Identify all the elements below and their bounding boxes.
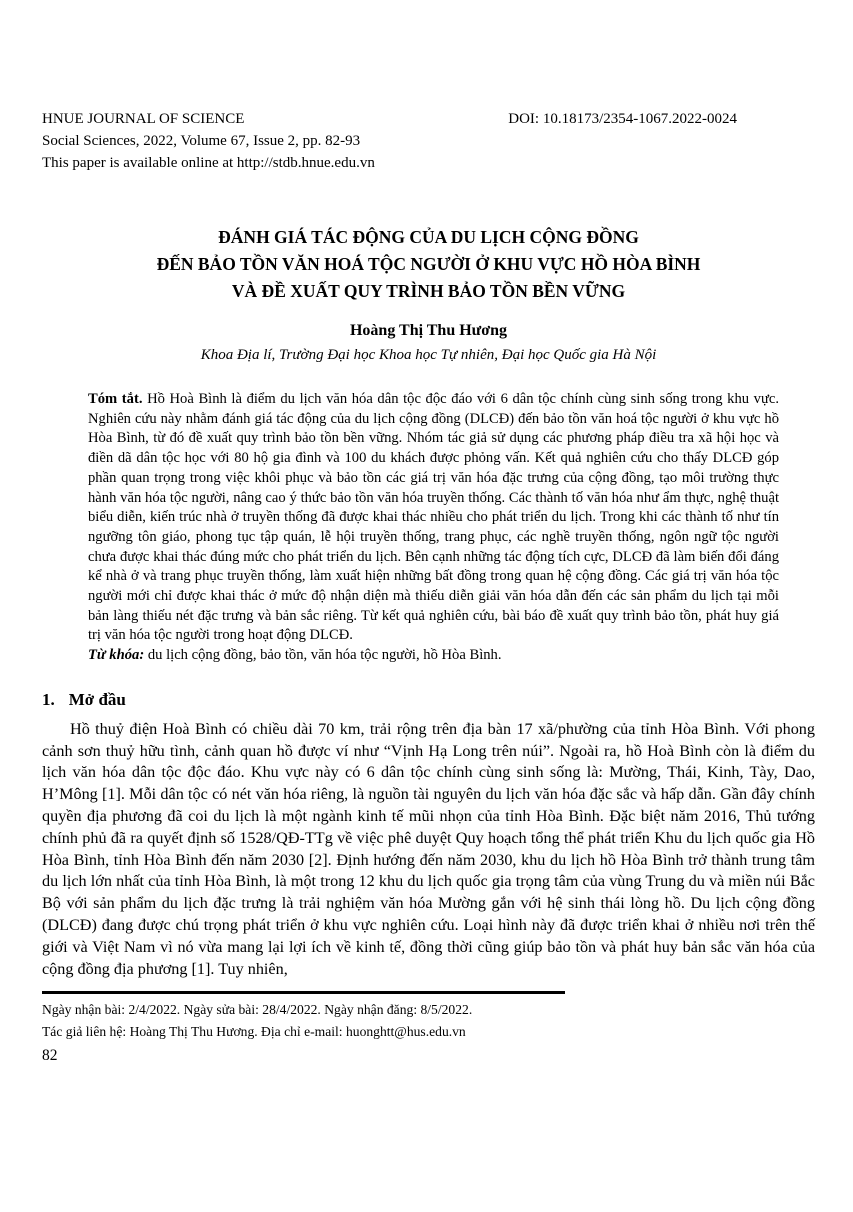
page-number: 82: [42, 1047, 58, 1065]
journal-issue-line: Social Sciences, 2022, Volume 67, Issue 2, pp. 82-93: [42, 133, 361, 149]
footnote-block: [42, 991, 815, 1042]
section-1-number: 1.: [42, 689, 55, 709]
paper-title-line-1: ĐÁNH GIÁ TÁC ĐỘNG CỦA DU LỊCH CỘNG ĐỒNG: [218, 227, 639, 247]
footnote-dates: Ngày nhận bài: 2/4/2022. Ngày sửa bài: 28/4/2022. Ngày nhận đăng: 8/5/2022.: [42, 1002, 473, 1018]
section-1-title: Mở đầu: [68, 689, 126, 709]
journal-name: HNUE JOURNAL OF SCIENCE: [42, 111, 245, 127]
paper-title-line-3: VÀ ĐỀ XUẤT QUY TRÌNH BẢO TỒN BỀN VỮNG: [231, 281, 626, 301]
author-name: Hoàng Thị Thu Hương: [349, 322, 508, 339]
footnote-divider: [42, 991, 565, 994]
author-affiliation: Khoa Địa lí, Trường Đại học Khoa học Tự nhiên, Đại học Quốc gia Hà Nội: [200, 347, 657, 363]
keywords-text: du lịch cộng đồng, bảo tồn, văn hóa tộc người, hồ Hòa Bình.: [147, 647, 502, 664]
intro-paragraph: Hồ thuỷ điện Hoà Bình có chiều dài 70 km, trải rộng trên địa bàn 17 xã/phường của tỉnh Hòa Bình. Với phong cảnh sơn thuỷ hữu tình, cảnh quan hồ được ví như “Vịnh Hạ Long trên núi”. Ngoài ra, hồ Hoà Bình còn là điểm du lịch văn hóa dân tộc độc đáo. Khu vực này có 6 dân tộc chính cùng sinh sống là: Mường, Thái, Kinh, Tày, Dao, H’Mông [1]. Mỗi dân tộc có nét văn hóa riêng, là nguồn tài nguyên du lịch văn hóa đặc sắc và hấp dẫn. Gần đây chính quyền địa phương đã coi du lịch là một ngành kinh tế mũi nhọn của tỉnh Hòa Bình. Đặc biệt năm 2016, Thủ tướng chính phủ đã ra quyết định số 1528/QĐ-TTg về việc phê duyệt Quy hoạch tổng thể phát triển Khu du lịch quốc gia Hồ Hòa Bình, tỉnh Hòa Bình đến năm 2030 [2]. Định hướng đến năm 2030, khu du lịch hồ Hòa Bình trở thành trung tâm du lịch lớn nhất của tỉnh Hòa Bình, là một trong 12 khu du lịch quốc gia trọng tâm của vùng Trung du và miền núi Bắc Bộ với sản phẩm du lịch đặc trưng là trải nghiệm văn hóa Mường gắn với hệ sinh thái lòng hồ. Du lịch cộng đồng (DLCĐ) đang được chú trọng phát triển ở khu vực nghiên cứu. Loại hình này đã được triển khai ở nhiều nơi trên thế giới và Việt Nam vì nó vừa mang lại lợi ích về kinh tế, đồng thời cũng giúp bảo tồn và phát huy bản sắc văn hóa của cộng đồng địa phương [1]. Tuy nhiên,: [42, 719, 815, 978]
abstract-text: Hồ Hoà Bình là điểm du lịch văn hóa dân tộc độc đáo với 6 dân tộc chính cùng sinh sống trong khu vực. Nghiên cứu này nhằm đánh giá tác động của du lịch cộng đồng (DLCĐ) đến bảo tồn văn hoá tộc người ở khu vực hồ Hòa Bình, từ đó đề xuất quy trình bảo tồn bền vững. Nhóm tác giả sử dụng các phương pháp điều tra xã hội học và điền dã dân tộc học với 80 hộ gia đình và 100 du khách được phỏng vấn. Kết quả nghiên cứu cho thấy DLCĐ góp phần quan trọng trong việc khôi phục và bảo tồn các giá trị văn hóa đặc trưng của cộng đồng, tạo môi trường thực hành văn hóa tộc người, nâng cao ý thức bảo tồn văn hóa truyền thống. Các thành tố văn hóa như ẩm thực, nghệ thuật biểu diễn, kiến trúc nhà ở truyền thống đã được khai thác nhiều cho phát triển du lịch. Trong khi các thành tố như tín ngưỡng tôn giáo, phong tục tập quán, lễ hội truyền thống, trang phục, các nghề truyền thống, ngôn ngữ tộc người chưa được khai thác đúng mức cho phát triển du lịch. Bên cạnh những tác động tích cực, DLCĐ đã làm biến đổi đáng kể nhà ở và trang phục truyền thống, làm xuất hiện những bất đồng trong quan hệ cộng đồng. Các giá trị văn hóa tộc người mới chỉ được khai thác ở mức độ nhận diện mà thiếu diễn giải văn hóa dẫn đến các sản phẩm du lịch tại mỗi bản làng thiếu nét đặc trưng và bản sắc riêng. Từ kết quả nghiên cứu, bài báo đề xuất quy trình bảo tồn, phát huy giá trị văn hóa tộc người trong hoạt động DLCĐ.: [88, 391, 779, 644]
abstract-paragraph: [88, 390, 779, 646]
footnote-contact: Tác giả liên hệ: Hoàng Thị Thu Hương. Địa chỉ e-mail: huonghtt@hus.edu.vn: [42, 1023, 466, 1039]
availability-line: This paper is available online at http://stdb.hnue.edu.vn: [42, 155, 375, 171]
paper-title-line-2: ĐẾN BẢO TỒN VĂN HOÁ TỘC NGƯỜI Ở KHU VỰC HỒ HÒA BÌNH: [156, 254, 701, 274]
keywords-line: [88, 646, 779, 666]
abstract-label: Tóm tắt.: [88, 391, 143, 407]
paper-title: [42, 224, 815, 305]
journal-header-row: [42, 108, 815, 130]
section-1-heading: [42, 690, 815, 710]
doi-text: DOI: 10.18173/2354-1067.2022-0024: [508, 111, 737, 127]
abstract-block: [88, 390, 779, 666]
keywords-label: Từ khóa:: [88, 647, 145, 664]
journal-header: [42, 108, 815, 174]
